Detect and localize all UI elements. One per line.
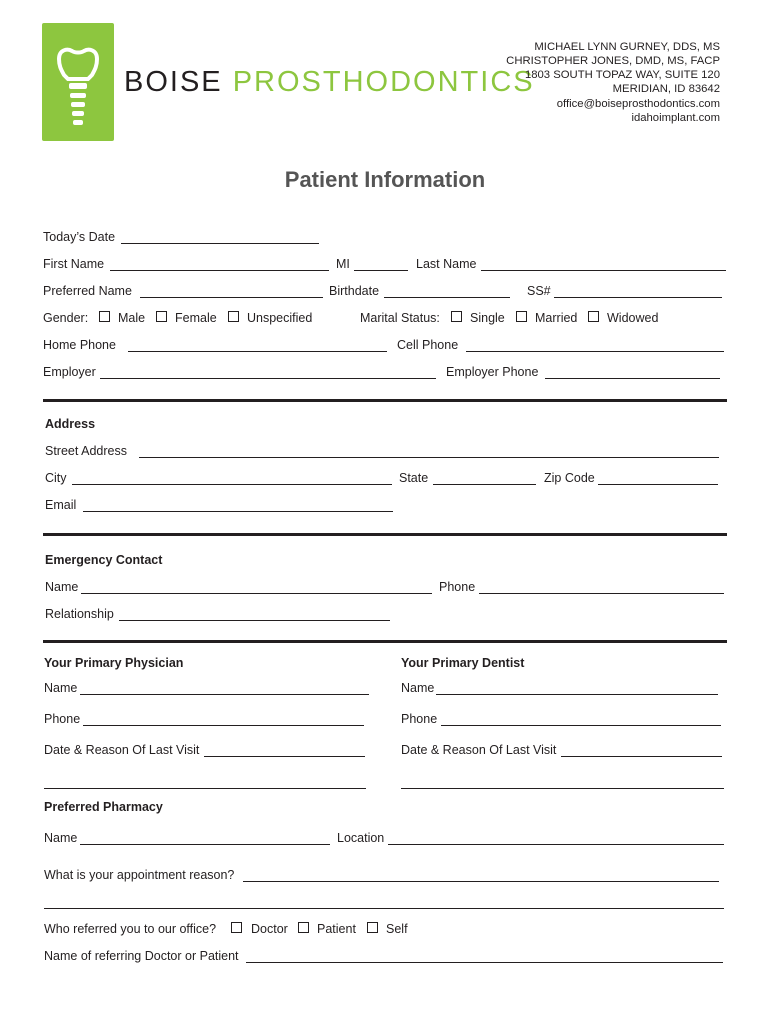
dentist-name-field[interactable] bbox=[436, 694, 718, 695]
tooth-implant-icon bbox=[42, 23, 114, 141]
practice-name bbox=[124, 66, 535, 99]
referral-self-label: Self bbox=[386, 922, 408, 936]
dentist-phone-field[interactable] bbox=[441, 725, 721, 726]
physician-last-visit-field[interactable] bbox=[204, 756, 365, 757]
mi-field[interactable] bbox=[354, 270, 408, 271]
divider bbox=[43, 399, 727, 402]
state-field[interactable] bbox=[433, 484, 536, 485]
emergency-name-field[interactable] bbox=[81, 593, 432, 594]
male-label: Male bbox=[118, 311, 146, 325]
email-label: Email bbox=[45, 498, 77, 512]
pharmacy-name-label: Name bbox=[44, 831, 78, 845]
practice-email: office@boiseprosthodontics.com bbox=[556, 98, 720, 110]
dentist-last-visit-label: Date & Reason Of Last Visit bbox=[401, 743, 557, 757]
emergency-name-label: Name bbox=[45, 580, 79, 594]
referral-self-checkbox[interactable] bbox=[367, 922, 378, 933]
gender-label: Gender: bbox=[43, 311, 89, 325]
ss-field[interactable] bbox=[554, 297, 722, 298]
marital-status-label: Marital Status: bbox=[360, 311, 440, 325]
zip-code-label: Zip Code bbox=[544, 471, 595, 485]
zip-code-field[interactable] bbox=[598, 484, 718, 485]
male-checkbox[interactable] bbox=[99, 311, 110, 322]
referrer-name-label: Name of referring Doctor or Patient bbox=[44, 949, 239, 963]
dentist-phone-label: Phone bbox=[401, 712, 438, 726]
referral-doctor-checkbox[interactable] bbox=[231, 922, 242, 933]
female-checkbox[interactable] bbox=[156, 311, 167, 322]
page-title: Patient Information bbox=[284, 167, 486, 192]
physician-name-label: Name bbox=[44, 681, 78, 695]
emergency-contact-heading: Emergency Contact bbox=[45, 553, 163, 567]
cell-phone-label: Cell Phone bbox=[397, 338, 459, 352]
physician-last-visit-field-2[interactable] bbox=[44, 788, 366, 789]
referral-doctor-label: Doctor bbox=[251, 922, 288, 936]
relationship-field[interactable] bbox=[119, 620, 390, 621]
first-name-label: First Name bbox=[43, 257, 105, 271]
single-checkbox[interactable] bbox=[451, 311, 462, 322]
referral-question-label: Who referred you to our office? bbox=[44, 922, 217, 936]
divider bbox=[43, 640, 727, 643]
pharmacy-location-field[interactable] bbox=[388, 844, 724, 845]
referral-patient-label: Patient bbox=[317, 922, 356, 936]
unspecified-label: Unspecified bbox=[247, 311, 313, 325]
female-label: Female bbox=[175, 311, 217, 325]
mi-label: MI bbox=[336, 257, 350, 271]
referral-patient-checkbox[interactable] bbox=[298, 922, 309, 933]
cell-phone-field[interactable] bbox=[466, 351, 724, 352]
preferred-name-label: Preferred Name bbox=[43, 284, 132, 298]
physician-phone-field[interactable] bbox=[83, 725, 364, 726]
doctor-2: CHRISTOPHER JONES, DMD, MS, FACP bbox=[506, 55, 720, 67]
single-label: Single bbox=[470, 311, 505, 325]
unspecified-checkbox[interactable] bbox=[228, 311, 239, 322]
appointment-reason-field[interactable] bbox=[243, 881, 719, 882]
preferred-name-field[interactable] bbox=[140, 297, 323, 298]
address-heading: Address bbox=[45, 417, 96, 431]
emergency-phone-label: Phone bbox=[439, 580, 476, 594]
first-name-field[interactable] bbox=[110, 270, 329, 271]
last-name-label: Last Name bbox=[416, 257, 477, 271]
city-label: City bbox=[45, 471, 67, 485]
employer-field[interactable] bbox=[100, 378, 436, 379]
employer-phone-label: Employer Phone bbox=[446, 365, 539, 379]
state-label: State bbox=[399, 471, 429, 485]
married-label: Married bbox=[535, 311, 578, 325]
employer-label: Employer bbox=[43, 365, 96, 379]
street-address-field[interactable] bbox=[139, 457, 719, 458]
practice-name-prosthodontics: PROSTHODONTICS bbox=[232, 66, 535, 98]
physician-last-visit-label: Date & Reason Of Last Visit bbox=[44, 743, 200, 757]
logo-mark bbox=[42, 23, 114, 141]
referrer-name-field[interactable] bbox=[246, 962, 723, 963]
home-phone-label: Home Phone bbox=[43, 338, 116, 352]
birthdate-label: Birthdate bbox=[329, 284, 380, 298]
relationship-label: Relationship bbox=[45, 607, 114, 621]
practice-street: 1803 SOUTH TOPAZ WAY, SUITE 120 bbox=[524, 69, 720, 81]
physician-heading: Your Primary Physician bbox=[44, 656, 184, 670]
employer-phone-field[interactable] bbox=[545, 378, 720, 379]
pharmacy-location-label: Location bbox=[337, 831, 385, 845]
last-name-field[interactable] bbox=[481, 270, 726, 271]
home-phone-field[interactable] bbox=[128, 351, 387, 352]
dentist-last-visit-field[interactable] bbox=[561, 756, 722, 757]
doctor-1: MICHAEL LYNN GURNEY, DDS, MS bbox=[534, 41, 720, 53]
street-address-label: Street Address bbox=[45, 444, 127, 458]
practice-city: MERIDIAN, ID 83642 bbox=[612, 83, 720, 95]
todays-date-label: Today’s Date bbox=[43, 230, 116, 244]
pharmacy-heading: Preferred Pharmacy bbox=[44, 800, 163, 814]
practice-website: idahoimplant.com bbox=[631, 112, 720, 124]
pharmacy-name-field[interactable] bbox=[80, 844, 330, 845]
birthdate-field[interactable] bbox=[384, 297, 510, 298]
appointment-reason-label: What is your appointment reason? bbox=[44, 868, 235, 882]
divider bbox=[43, 533, 727, 536]
dentist-last-visit-field-2[interactable] bbox=[401, 788, 724, 789]
physician-phone-label: Phone bbox=[44, 712, 81, 726]
widowed-label: Widowed bbox=[607, 311, 659, 325]
ss-label: SS# bbox=[527, 284, 551, 298]
physician-name-field[interactable] bbox=[80, 694, 369, 695]
email-field[interactable] bbox=[83, 511, 393, 512]
city-field[interactable] bbox=[72, 484, 392, 485]
emergency-phone-field[interactable] bbox=[479, 593, 724, 594]
practice-name-boise: BOISE bbox=[124, 66, 223, 98]
widowed-checkbox[interactable] bbox=[588, 311, 599, 322]
dentist-heading: Your Primary Dentist bbox=[401, 656, 525, 670]
appointment-reason-field-2[interactable] bbox=[44, 908, 724, 909]
dentist-name-label: Name bbox=[401, 681, 435, 695]
married-checkbox[interactable] bbox=[516, 311, 527, 322]
todays-date-field[interactable] bbox=[121, 243, 319, 244]
